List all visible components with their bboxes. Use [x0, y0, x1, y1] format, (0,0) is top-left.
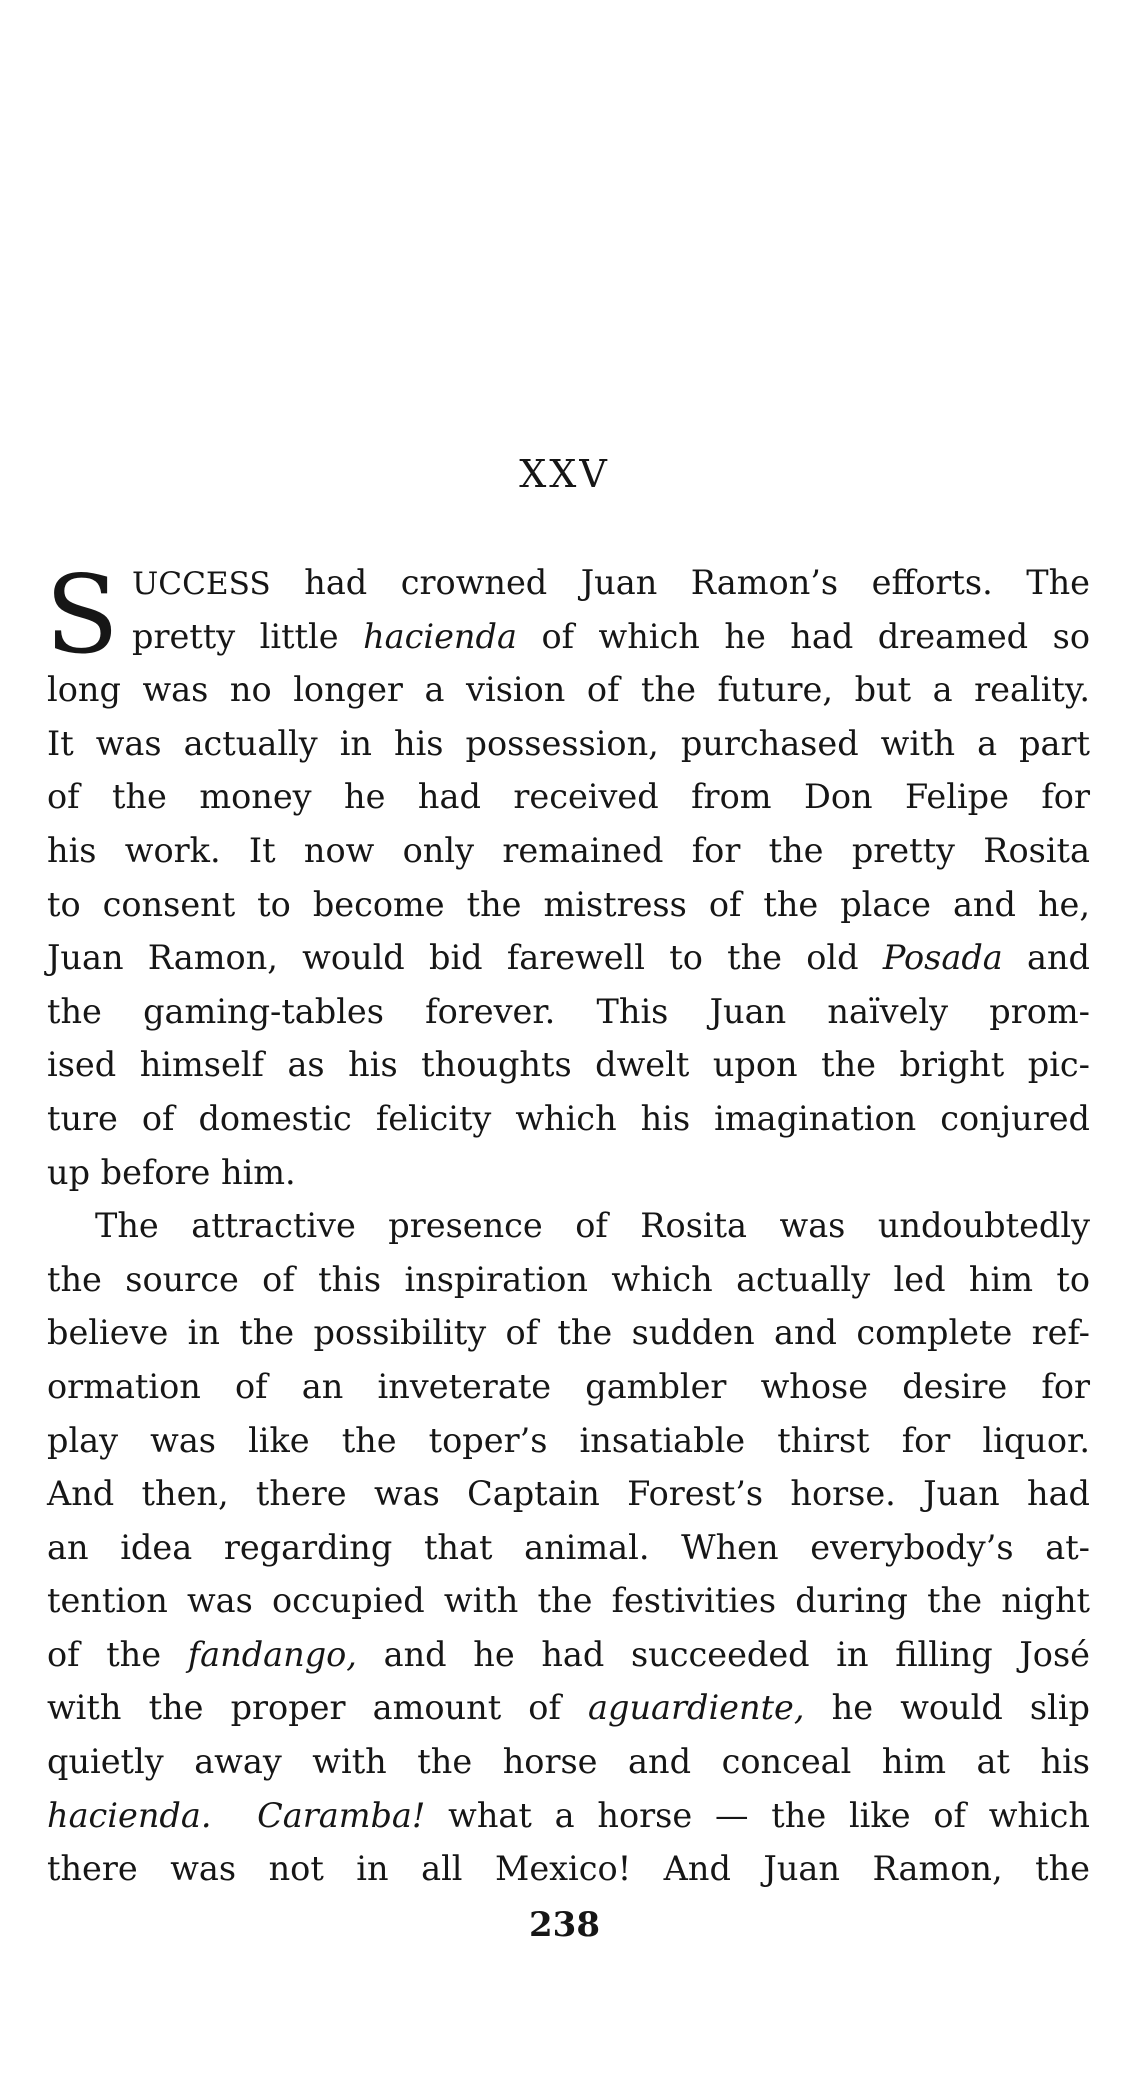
text-line: tention was occupied with the festivities during the night	[47, 1581, 1090, 1621]
drop-cap: S	[45, 553, 119, 678]
text-line: believe in the possibility of the sudden and complete ref-	[47, 1313, 1090, 1353]
text-line: with the proper amount of aguardiente, he would slip	[47, 1688, 1090, 1728]
page-number: 238	[529, 1905, 600, 1945]
text-line: of the fandango, and he had succeeded in filling José	[47, 1634, 1090, 1674]
text-line: UCCESS had crowned Juan Ramon’s efforts. The	[132, 563, 1090, 602]
paragraph-2	[47, 1199, 1090, 1896]
text-line: ormation of an inveterate gambler whose desire for	[47, 1366, 1090, 1406]
text-line: the gaming-tables forever. This Juan naïvely prom-	[47, 991, 1090, 1031]
text-line: hacienda. Caramba! what a horse — the like of which	[47, 1795, 1090, 1835]
chapter-heading: XXV	[519, 452, 610, 496]
text-line: pretty little hacienda of which he had dreamed so	[132, 616, 1090, 656]
text-line: The attractive presence of Rosita was undoubtedly	[95, 1206, 1090, 1246]
text-line: his work. It now only remained for the pretty Rosita	[47, 830, 1090, 870]
text-line: And then, there was Captain Forest’s horse. Juan had	[47, 1474, 1090, 1514]
text-line: there was not in all Mexico! And Juan Ramon, the	[47, 1849, 1090, 1889]
text-line: the source of this inspiration which actually led him to	[47, 1259, 1090, 1299]
text-line: ised himself as his thoughts dwelt upon the bright pic-	[47, 1045, 1090, 1085]
text-line: to consent to become the mistress of the place and he,	[47, 884, 1090, 924]
text-line: play was like the toper’s insatiable thirst for liquor.	[47, 1420, 1090, 1460]
text-line: an idea regarding that animal. When everybody’s at-	[47, 1527, 1090, 1567]
text-line: of the money he had received from Don Felipe for	[47, 777, 1090, 817]
paragraph-1	[45, 553, 1090, 1199]
body-text	[45, 553, 1090, 1896]
text-line: quietly away with the horse and conceal him at his	[47, 1742, 1090, 1782]
text-line: ture of domestic felicity which his imagination conjured	[47, 1098, 1090, 1138]
text-line: long was no longer a vision of the future, but a reality.	[47, 670, 1090, 710]
text-line: Juan Ramon, would bid farewell to the old Posada and	[47, 938, 1090, 978]
text-line: up before him.	[47, 1152, 296, 1192]
text-line: It was actually in his possession, purchased with a part	[47, 723, 1090, 763]
